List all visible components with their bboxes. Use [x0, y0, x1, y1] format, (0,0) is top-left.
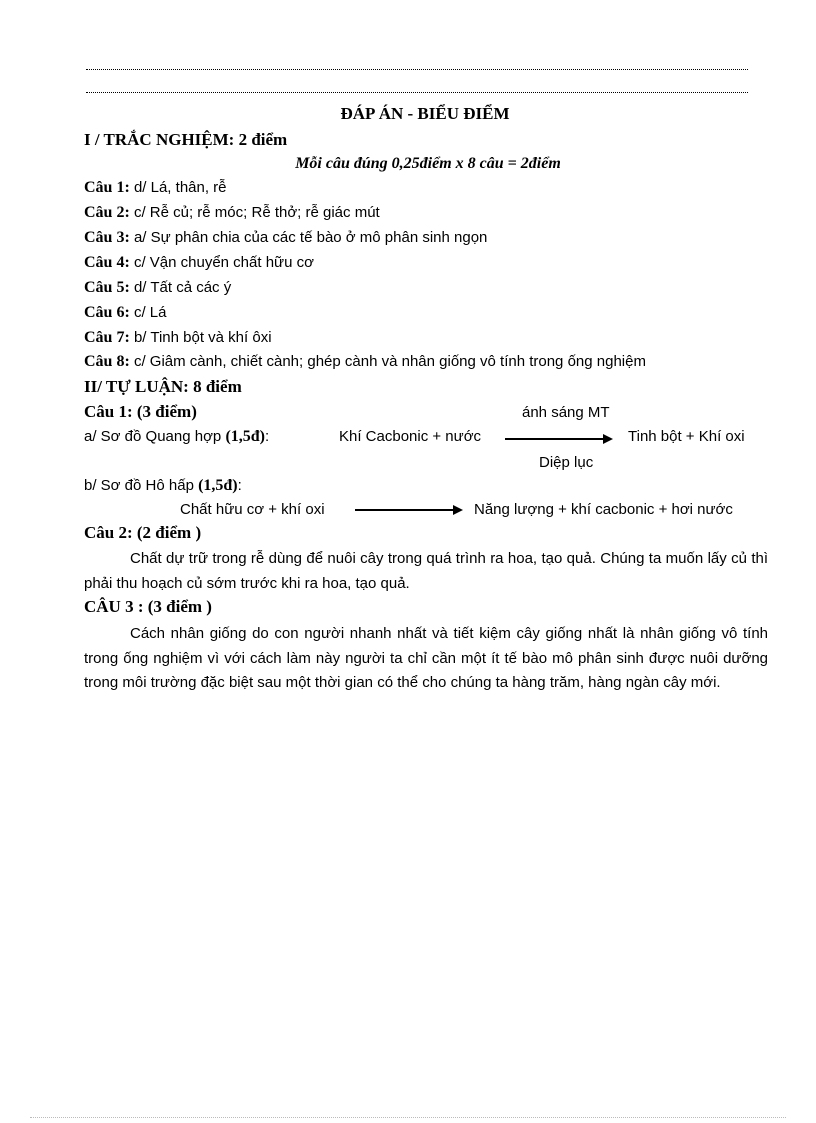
photosynthesis-label: a/ Sơ đồ Quang hợp (1,5đ):: [84, 428, 270, 445]
q2-answer: Chất dự trữ trong rễ dùng để nuôi cây trong quá trình ra hoa, tạo quả. Chúng ta muốn lấy củ thì phải thu hoạch củ sớm trước khi ra hoa, tạo quả.: [84, 550, 768, 592]
answer-row-3: [84, 229, 487, 247]
answer-text: b/ Tinh bột và khí ôxi: [129, 329, 272, 346]
answer-text: c/ Lá: [129, 304, 167, 321]
answer-label: Câu 8:: [84, 353, 130, 370]
q3-answer: Cách nhân giống do con người nhanh nhất và tiết kiệm cây giống nhất là nhân giống vô tính trong ống nghiệm vì với cách làm này người ta chỉ cần một ít tế bào mô phân sinh được nuôi dưỡng trong môi trường đặc biệt sau một thời gian có thể cho chúng ta hàng trăm, hàng ngàn cây mới.: [84, 625, 768, 691]
answer-text: a/ Sự phân chia của các tế bào ở mô phân sinh ngọn: [129, 229, 488, 246]
photosynthesis-reactants: Khí Cacbonic + nước: [339, 428, 482, 445]
answer-row-7: [84, 329, 272, 347]
page-bottom-border: [30, 1117, 786, 1118]
respiration-arrow-icon: [355, 509, 461, 511]
q2-heading: Câu 2: (2 điểm ): [84, 523, 202, 542]
answer-row-1: [84, 179, 227, 197]
part2-heading: II/ TỰ LUẬN: 8 điểm: [84, 377, 242, 396]
answer-label: Câu 6:: [84, 304, 130, 321]
respiration-label: b/ Sơ đồ Hô hấp (1,5đ):: [84, 477, 242, 494]
part1-scoring: Mỗi câu đúng 0,25điểm x 8 câu = 2điểm: [295, 155, 561, 172]
part1-heading: I / TRẮC NGHIỆM: 2 điểm: [84, 130, 288, 149]
answer-row-4: [84, 254, 314, 272]
photosynthesis-condition: ánh sáng MT: [522, 404, 610, 421]
photosynthesis-catalyst: Diệp lục: [539, 454, 594, 471]
answer-label: Câu 1:: [84, 179, 130, 196]
answer-text: d/ Tất cả các ý: [129, 279, 232, 296]
photosynthesis-products: Tinh bột + Khí oxi: [628, 428, 745, 445]
answer-text: c/ Vận chuyển chất hữu cơ: [129, 254, 314, 271]
respiration-reactants: Chất hữu cơ + khí oxi: [180, 501, 325, 518]
answer-text: c/ Rễ củ; rễ móc; Rễ thở; rễ giác mút: [129, 204, 380, 221]
q1-heading: Câu 1: (3 điểm): [84, 402, 197, 421]
photosynthesis-arrow-icon: [505, 438, 611, 440]
q3-heading: CÂU 3 : (3 điểm ): [84, 597, 212, 616]
respiration-products: Năng lượng + khí cacbonic + hơi nước: [474, 501, 733, 518]
answer-row-6: [84, 304, 166, 322]
answer-label: Câu 5:: [84, 279, 130, 296]
answer-label: Câu 3:: [84, 229, 130, 246]
answer-row-8: [84, 353, 646, 371]
dotted-line-1: [86, 69, 748, 70]
answer-row-2: [84, 204, 380, 222]
answer-label: Câu 2:: [84, 204, 130, 221]
answer-label: Câu 4:: [84, 254, 130, 271]
answer-row-5: [84, 279, 231, 297]
answer-label: Câu 7:: [84, 329, 130, 346]
answer-text: d/ Lá, thân, rễ: [129, 179, 227, 196]
page-title: ĐÁP ÁN - BIỂU ĐIỂM: [340, 104, 510, 123]
dotted-line-2: [86, 92, 748, 93]
answer-text: c/ Giâm cành, chiết cành; ghép cành và nhân giống vô tính trong ống nghiệm: [129, 353, 646, 370]
